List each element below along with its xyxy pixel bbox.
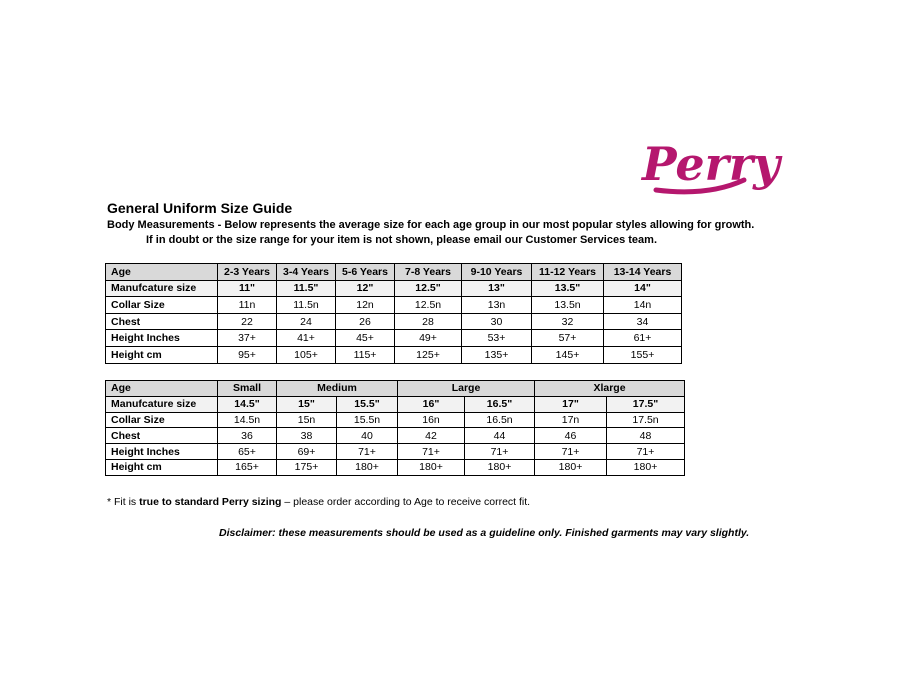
table-cell: 11"	[218, 280, 277, 297]
table-cell: 71+	[607, 444, 685, 460]
table-row	[106, 412, 685, 428]
table-cell: 12"	[336, 280, 395, 297]
size-table-children	[105, 263, 682, 364]
header-cell: Age	[106, 264, 218, 281]
table-cell: 11.5n	[277, 297, 336, 314]
table-cell: 12.5n	[395, 297, 462, 314]
row-label: Chest	[106, 313, 218, 330]
fit-footnote	[107, 496, 530, 508]
header-cell: Age	[106, 381, 218, 397]
table-cell: 14.5n	[218, 412, 277, 428]
table-cell: 11n	[218, 297, 277, 314]
row-label: Height Inches	[106, 444, 218, 460]
header-cell: 11-12 Years	[532, 264, 604, 281]
table-row	[106, 330, 682, 347]
table-cell: 12.5"	[395, 280, 462, 297]
table-cell: 17.5n	[607, 412, 685, 428]
table-header-row	[106, 264, 682, 281]
header-cell: Xlarge	[535, 381, 685, 397]
table-cell: 46	[535, 428, 607, 444]
row-label: Manufcature size	[106, 280, 218, 297]
table-cell: 71+	[398, 444, 465, 460]
logo-text: Perry	[642, 137, 780, 191]
table-cell: 14.5"	[218, 396, 277, 412]
table-row	[106, 297, 682, 314]
table-cell: 49+	[395, 330, 462, 347]
row-label: Height cm	[106, 459, 218, 475]
disclaimer: Disclaimer: these measurements should be used as a guideline only. Finished garments may vary slightly.	[219, 527, 750, 539]
size-table-adult	[105, 380, 685, 476]
table-cell: 48	[607, 428, 685, 444]
header-cell: 9-10 Years	[462, 264, 532, 281]
table-cell: 125+	[395, 346, 462, 363]
row-label: Collar Size	[106, 297, 218, 314]
table-cell: 42	[398, 428, 465, 444]
table-cell: 71+	[535, 444, 607, 460]
table-cell: 15.5"	[337, 396, 398, 412]
table-cell: 71+	[465, 444, 535, 460]
table-cell: 175+	[277, 459, 337, 475]
table-cell: 22	[218, 313, 277, 330]
table-cell: 180+	[337, 459, 398, 475]
subtitle-line-1: Body Measurements - Below represents the average size for each age group in our most popular styles allowing for growth.	[107, 219, 755, 231]
header-cell: 3-4 Years	[277, 264, 336, 281]
table-cell: 61+	[604, 330, 682, 347]
table-cell: 41+	[277, 330, 336, 347]
footnote-emphasis: true to standard Perry sizing	[139, 496, 282, 508]
table-cell: 17"	[535, 396, 607, 412]
table-cell: 15"	[277, 396, 337, 412]
table-cell: 17.5"	[607, 396, 685, 412]
table-cell: 180+	[465, 459, 535, 475]
table-cell: 15n	[277, 412, 337, 428]
table-cell: 105+	[277, 346, 336, 363]
table-cell: 11.5"	[277, 280, 336, 297]
table-cell: 26	[336, 313, 395, 330]
table-row	[106, 444, 685, 460]
row-label: Height Inches	[106, 330, 218, 347]
table-cell: 71+	[337, 444, 398, 460]
table-row	[106, 346, 682, 363]
table-row	[106, 428, 685, 444]
table-cell: 15.5n	[337, 412, 398, 428]
table-cell: 13n	[462, 297, 532, 314]
footnote-text-2: – please order according to Age to receive correct fit.	[281, 496, 531, 508]
table-cell: 37+	[218, 330, 277, 347]
table-cell: 165+	[218, 459, 277, 475]
table-cell: 12n	[336, 297, 395, 314]
header-cell: 13-14 Years	[604, 264, 682, 281]
header-cell: Large	[398, 381, 535, 397]
row-label: Collar Size	[106, 412, 218, 428]
header-cell: 5-6 Years	[336, 264, 395, 281]
table-cell: 69+	[277, 444, 337, 460]
table-row	[106, 459, 685, 475]
header-cell: Medium	[277, 381, 398, 397]
table-cell: 16"	[398, 396, 465, 412]
table-cell: 30	[462, 313, 532, 330]
table-cell: 180+	[398, 459, 465, 475]
table-cell: 115+	[336, 346, 395, 363]
table-cell: 155+	[604, 346, 682, 363]
table-cell: 145+	[532, 346, 604, 363]
page-title: General Uniform Size Guide	[107, 200, 293, 216]
table-cell: 44	[465, 428, 535, 444]
table-cell: 34	[604, 313, 682, 330]
row-label: Chest	[106, 428, 218, 444]
table-cell: 36	[218, 428, 277, 444]
table-cell: 65+	[218, 444, 277, 460]
table-cell: 180+	[607, 459, 685, 475]
header-cell: Small	[218, 381, 277, 397]
table-cell: 16.5"	[465, 396, 535, 412]
table-cell: 13"	[462, 280, 532, 297]
table-cell: 95+	[218, 346, 277, 363]
subtitle-line-2: If in doubt or the size range for your item is not shown, please email our Customer Services team.	[146, 234, 658, 246]
table-cell: 16n	[398, 412, 465, 428]
row-label: Height cm	[106, 346, 218, 363]
table-cell: 17n	[535, 412, 607, 428]
table-row	[106, 280, 682, 297]
row-label: Manufcature size	[106, 396, 218, 412]
table-cell: 53+	[462, 330, 532, 347]
table-cell: 14n	[604, 297, 682, 314]
table-cell: 14"	[604, 280, 682, 297]
table-cell: 13.5"	[532, 280, 604, 297]
table-cell: 28	[395, 313, 462, 330]
table-cell: 13.5n	[532, 297, 604, 314]
table-row	[106, 396, 685, 412]
table-cell: 40	[337, 428, 398, 444]
table-cell: 135+	[462, 346, 532, 363]
table-cell: 38	[277, 428, 337, 444]
table-cell: 180+	[535, 459, 607, 475]
table-cell: 24	[277, 313, 336, 330]
perry-logo	[638, 128, 780, 202]
table-row	[106, 313, 682, 330]
footnote-text-1: * Fit is	[107, 496, 140, 508]
table-cell: 16.5n	[465, 412, 535, 428]
table-cell: 57+	[532, 330, 604, 347]
header-cell: 2-3 Years	[218, 264, 277, 281]
header-cell: 7-8 Years	[395, 264, 462, 281]
table-cell: 45+	[336, 330, 395, 347]
table-cell: 32	[532, 313, 604, 330]
table-header-row	[106, 381, 685, 397]
